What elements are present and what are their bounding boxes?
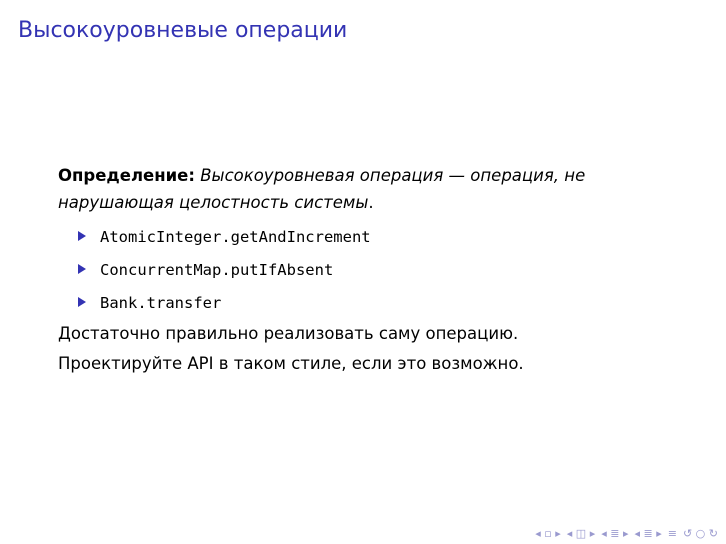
definition-period: .: [368, 193, 374, 212]
triangle-bullet-icon: [78, 231, 86, 241]
subsection-prev-icon[interactable]: ◂ ≣ ▸: [601, 527, 629, 540]
frame-prev-icon[interactable]: ◂ ◫ ▸: [566, 527, 596, 540]
list-item: [78, 220, 688, 253]
list-item-text: AtomicInteger.getAndIncrement: [100, 228, 371, 246]
search-zoom-icon[interactable]: ↺ ○ ↻: [682, 527, 718, 540]
beamer-navigation-bar: [535, 527, 718, 540]
definition-text: Высокоуровневая операция — операция, не нарушающая целостность системы: [58, 166, 586, 212]
paragraph: Достаточно правильно реализовать саму операцию.: [58, 324, 519, 343]
example-list: [58, 220, 688, 319]
definition-block: [58, 162, 688, 216]
frame-title: Высокоуровневые операции: [18, 18, 348, 43]
triangle-bullet-icon: [78, 264, 86, 274]
slide-body: [58, 162, 688, 379]
list-item: [78, 286, 688, 319]
triangle-bullet-icon: [78, 297, 86, 307]
list-item-text: ConcurrentMap.putIfAbsent: [100, 261, 334, 279]
section-prev-icon[interactable]: ◂ ≣ ▸: [634, 527, 662, 540]
list-item-text: Bank.transfer: [100, 294, 222, 312]
align-icon[interactable]: ≡: [667, 527, 677, 540]
frame-first-icon[interactable]: ◂ ▫ ▸: [535, 527, 561, 540]
definition-term: Определение:: [58, 166, 195, 185]
paragraph: Проектируйте API в таком стиле, если это возможно.: [58, 354, 524, 373]
list-item: [78, 253, 688, 286]
